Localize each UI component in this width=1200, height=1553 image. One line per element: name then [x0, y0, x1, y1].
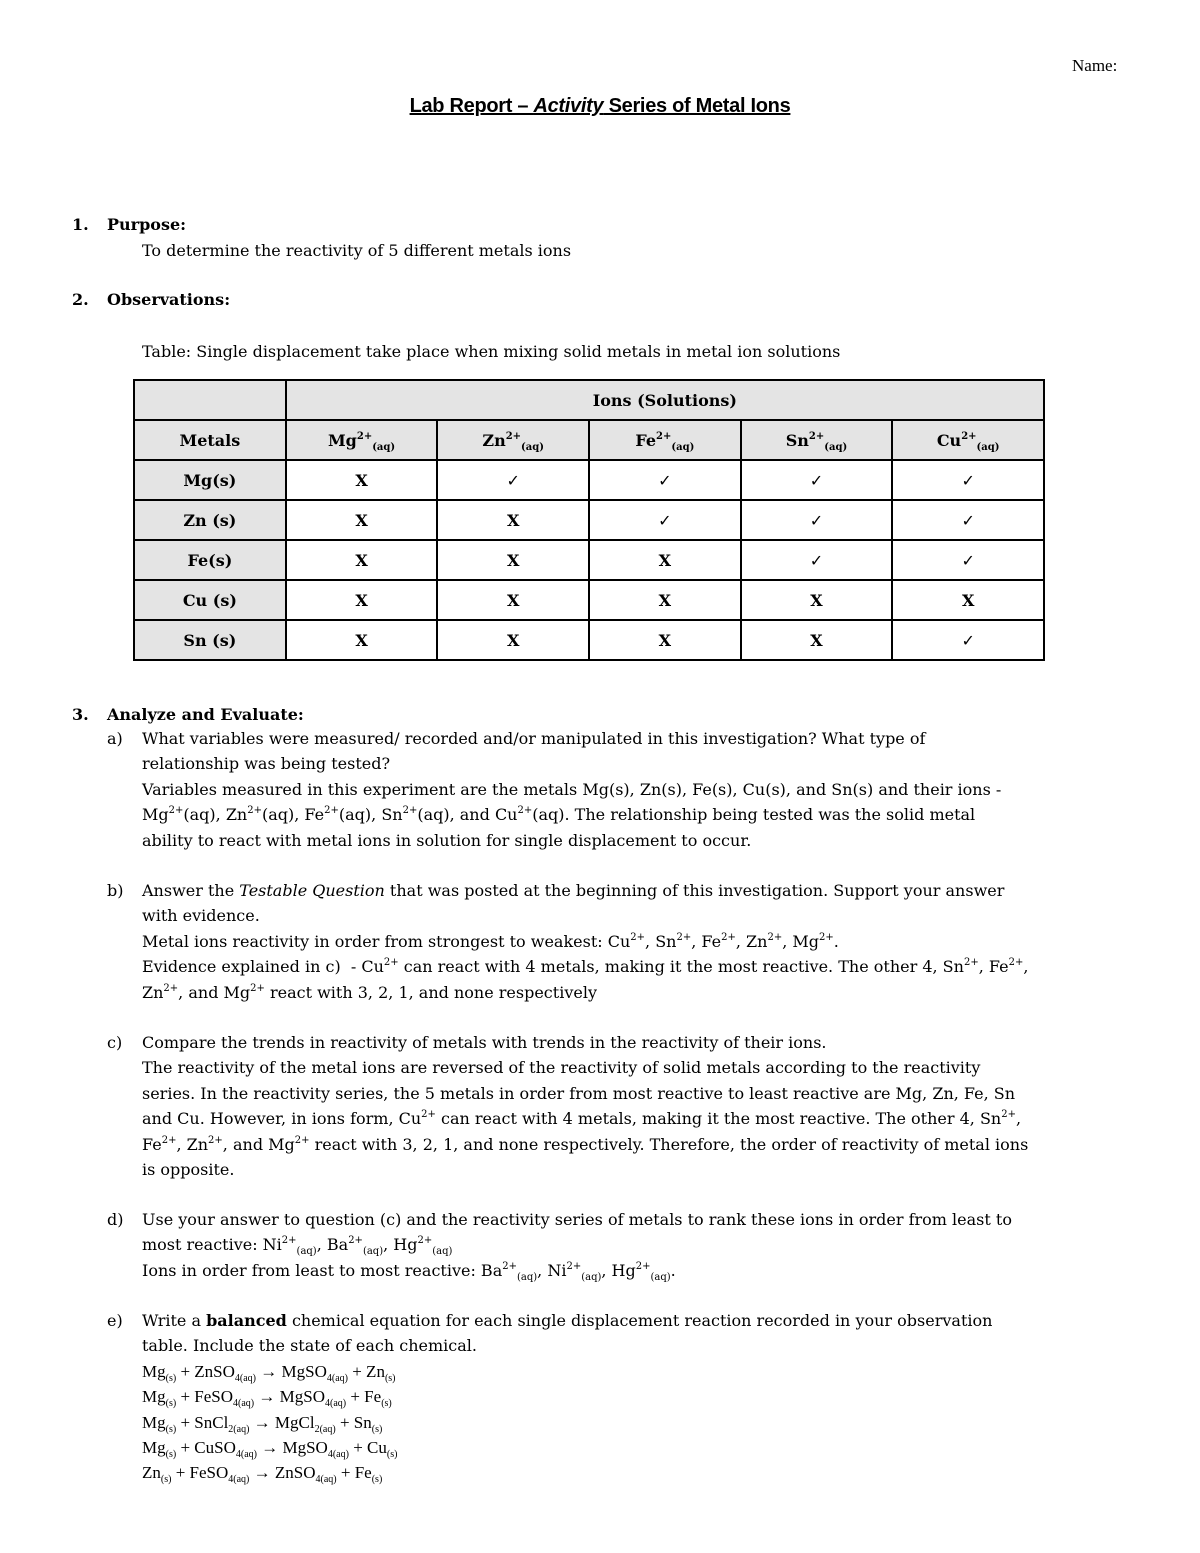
answer-a-line-1: Variables measured in this experiment are the metals Mg(s), Zn(s), Fe(s), Cu(s), and Sn(s) and their ions - — [142, 779, 1002, 799]
table-cell: ✓ — [892, 500, 1044, 540]
question-e-label: e) — [107, 1311, 123, 1330]
table-cell: ✓ — [892, 540, 1044, 580]
section-analyze-heading: 3. Analyze and Evaluate: — [72, 705, 304, 724]
question-c — [107, 1030, 1117, 1182]
column-header-fe: $Fe^{2+}_{(aq)}$ — [589, 420, 741, 460]
question-c-label: c) — [107, 1033, 123, 1052]
equation-3: $Mg_{(s)}$ + SnCl$_{2(aq)}$ → MgCl$_{2(aq)}$ + $Sn_{(s)}$ — [142, 1412, 383, 1435]
table-row — [134, 580, 1044, 620]
table-cell: X — [437, 500, 589, 540]
question-d-text-1: Use your answer to question (c) and the reactivity series of metals to rank these ions in order from least to — [142, 1210, 1012, 1229]
table-row — [134, 500, 1044, 540]
column-header-zn: $Zn^{2+}_{(aq)}$ — [437, 420, 589, 460]
question-b-label: b) — [107, 881, 124, 900]
page-title: Lab Report – Activity Series of Metal Ions — [409, 95, 791, 117]
table-cell: X — [437, 580, 589, 620]
question-d-label: d) — [107, 1210, 124, 1229]
table-header-row — [134, 380, 1044, 420]
answer-b-line-2: Evidence explained in $c) - Cu^{2+}$ can react with 4 metals, making it the most reactive. The other 4, $Sn^{2+}$, $Fe^{2+}$, — [142, 957, 1029, 977]
table-column-row — [134, 420, 1044, 460]
table-cell: X — [589, 620, 741, 660]
table-cell: ✓ — [741, 540, 893, 580]
observation-table — [133, 379, 1045, 661]
question-a-text-1: What variables were measured/ recorded and/or manipulated in this investigation? What type of — [142, 729, 926, 748]
name-label: Name: — [1072, 56, 1118, 75]
question-e-text-2: table. Include the state of each chemical. — [142, 1336, 477, 1356]
column-header-mg: $Mg^{2+}_{(aq)}$ — [286, 420, 438, 460]
table-cell: X — [286, 580, 438, 620]
answer-a-line-2: $Mg^{2+}(aq)$, $Zn^{2+}(aq)$, $Fe^{2+}(aq)$, $Sn^{2+}(aq)$, and $Cu^{2+}(aq)$. The relationship being tested was the solid metal — [142, 805, 976, 825]
row-header-cell: Fe(s) — [134, 540, 286, 580]
question-b-text-2: with evidence. — [142, 906, 260, 926]
answer-c-line-5: is opposite. — [142, 1160, 235, 1180]
table-cell: X — [286, 500, 438, 540]
table-cell: X — [741, 580, 893, 620]
section-purpose-heading: 1. Purpose: — [72, 215, 187, 234]
column-header-sn: $Sn^{2+}_{(aq)}$ — [741, 420, 893, 460]
question-e — [107, 1308, 1117, 1486]
equation-5: $Zn_{(s)}$ + FeSO$_{4(aq)}$ → ZnSO$_{4(aq)}$ + $Fe_{(s)}$ — [142, 1463, 383, 1486]
question-d — [107, 1207, 1117, 1283]
question-d-text-2: most reactive: $Ni^{2+}_{(aq)}$, $Ba^{2+}_{(aq)}$, $Hg^{2+}_{(aq)}$ — [142, 1235, 453, 1258]
table-cell: X — [892, 580, 1044, 620]
table-cell: X — [286, 540, 438, 580]
row-header-cell: Mg(s) — [134, 460, 286, 500]
table-cell: ✓ — [437, 460, 589, 500]
row-header-cell: Cu (s) — [134, 580, 286, 620]
metals-row-header: Metals — [134, 420, 286, 460]
row-header-cell: Sn (s) — [134, 620, 286, 660]
table-cell: ✓ — [589, 460, 741, 500]
answer-a-line-3: ability to react with metal ions in solution for single displacement to occur. — [142, 830, 752, 850]
table-cell: X — [589, 540, 741, 580]
table-cell: ✓ — [892, 620, 1044, 660]
table-corner-cell — [134, 380, 286, 420]
answer-b-line-1: Metal ions reactivity in order from strongest to weakest: $Cu^{2+}$, $Sn^{2+}$, $Fe^{2+}$, $Zn^{2+}$, $Mg^{2+}$. — [142, 931, 839, 951]
section-observations-heading: 2. Observations: — [72, 290, 231, 309]
question-b — [107, 878, 1117, 1005]
answer-c-line-2: series. In the reactivity series, the 5 metals in order from most reactive to least reactive are Mg, Zn, Fe, Sn — [142, 1083, 1016, 1103]
column-header-cu: $Cu^{2+}_{(aq)}$ — [892, 420, 1044, 460]
answer-c-line-3: and Cu. However, in ions form, $Cu^{2+}$ can react with 4 metals, making it the most reactive. The other 4, $Sn^{2+}$, — [142, 1109, 1022, 1129]
question-e-text-1: Write a balanced chemical equation for each single displacement reaction recorded in your observation — [142, 1311, 993, 1330]
table-row — [134, 460, 1044, 500]
answer-c-line-4: $Fe^{2+}$, $Zn^{2+}$, and $Mg^{2+}$ react with 3, 2, 1, and none respectively. Therefore, the order of reactivity of metal ions — [142, 1134, 1029, 1154]
ions-group-header: Ions (Solutions) — [286, 380, 1044, 420]
table-cell: X — [437, 540, 589, 580]
question-a-label: a) — [107, 729, 123, 748]
equation-4: $Mg_{(s)}$ + CuSO$_{4(aq)}$ → MgSO$_{4(aq)}$ + $Cu_{(s)}$ — [142, 1438, 398, 1461]
table-cell: X — [741, 620, 893, 660]
equation-1: $Mg_{(s)}$ + ZnSO$_{4(aq)}$ → MgSO$_{4(aq)}$ + $Zn_{(s)}$ — [142, 1361, 396, 1384]
purpose-text: To determine the reactivity of 5 different metals ions — [142, 241, 572, 260]
table-cell: ✓ — [892, 460, 1044, 500]
table-row — [134, 620, 1044, 660]
answer-d-line-1: Ions in order from least to most reactive: $Ba^{2+}_{(aq)}$, $Ni^{2+}_{(aq)}$, $Hg^{2+}_{(aq)}$. — [142, 1260, 676, 1283]
table-cell: X — [286, 620, 438, 660]
table-cell: X — [286, 460, 438, 500]
table-cell: ✓ — [741, 500, 893, 540]
row-header-cell: Zn (s) — [134, 500, 286, 540]
question-c-text-1: Compare the trends in reactivity of metals with trends in the reactivity of their ions. — [142, 1033, 827, 1052]
table-cell: X — [589, 580, 741, 620]
table-cell: ✓ — [589, 500, 741, 540]
question-a-text-2: relationship was being tested? — [142, 754, 391, 774]
answer-c-line-1: The reactivity of the metal ions are reversed of the reactivity of solid metals according to the reactivity — [142, 1058, 981, 1078]
question-b-text-1: Answer the Testable Question that was posted at the beginning of this investigation. Support your answer — [142, 881, 1005, 900]
equation-2: $Mg_{(s)}$ + FeSO$_{4(aq)}$ → MgSO$_{4(aq)}$ + $Fe_{(s)}$ — [142, 1387, 392, 1410]
question-a — [107, 726, 1117, 853]
answer-b-line-3: $Zn^{2+}$, and $Mg^{2+}$ react with 3, 2, 1, and none respectively — [142, 982, 597, 1002]
table-cell: X — [437, 620, 589, 660]
table-row — [134, 540, 1044, 580]
table-cell: ✓ — [741, 460, 893, 500]
table-caption: Table: Single displacement take place when mixing solid metals in metal ion solutions — [142, 342, 841, 361]
